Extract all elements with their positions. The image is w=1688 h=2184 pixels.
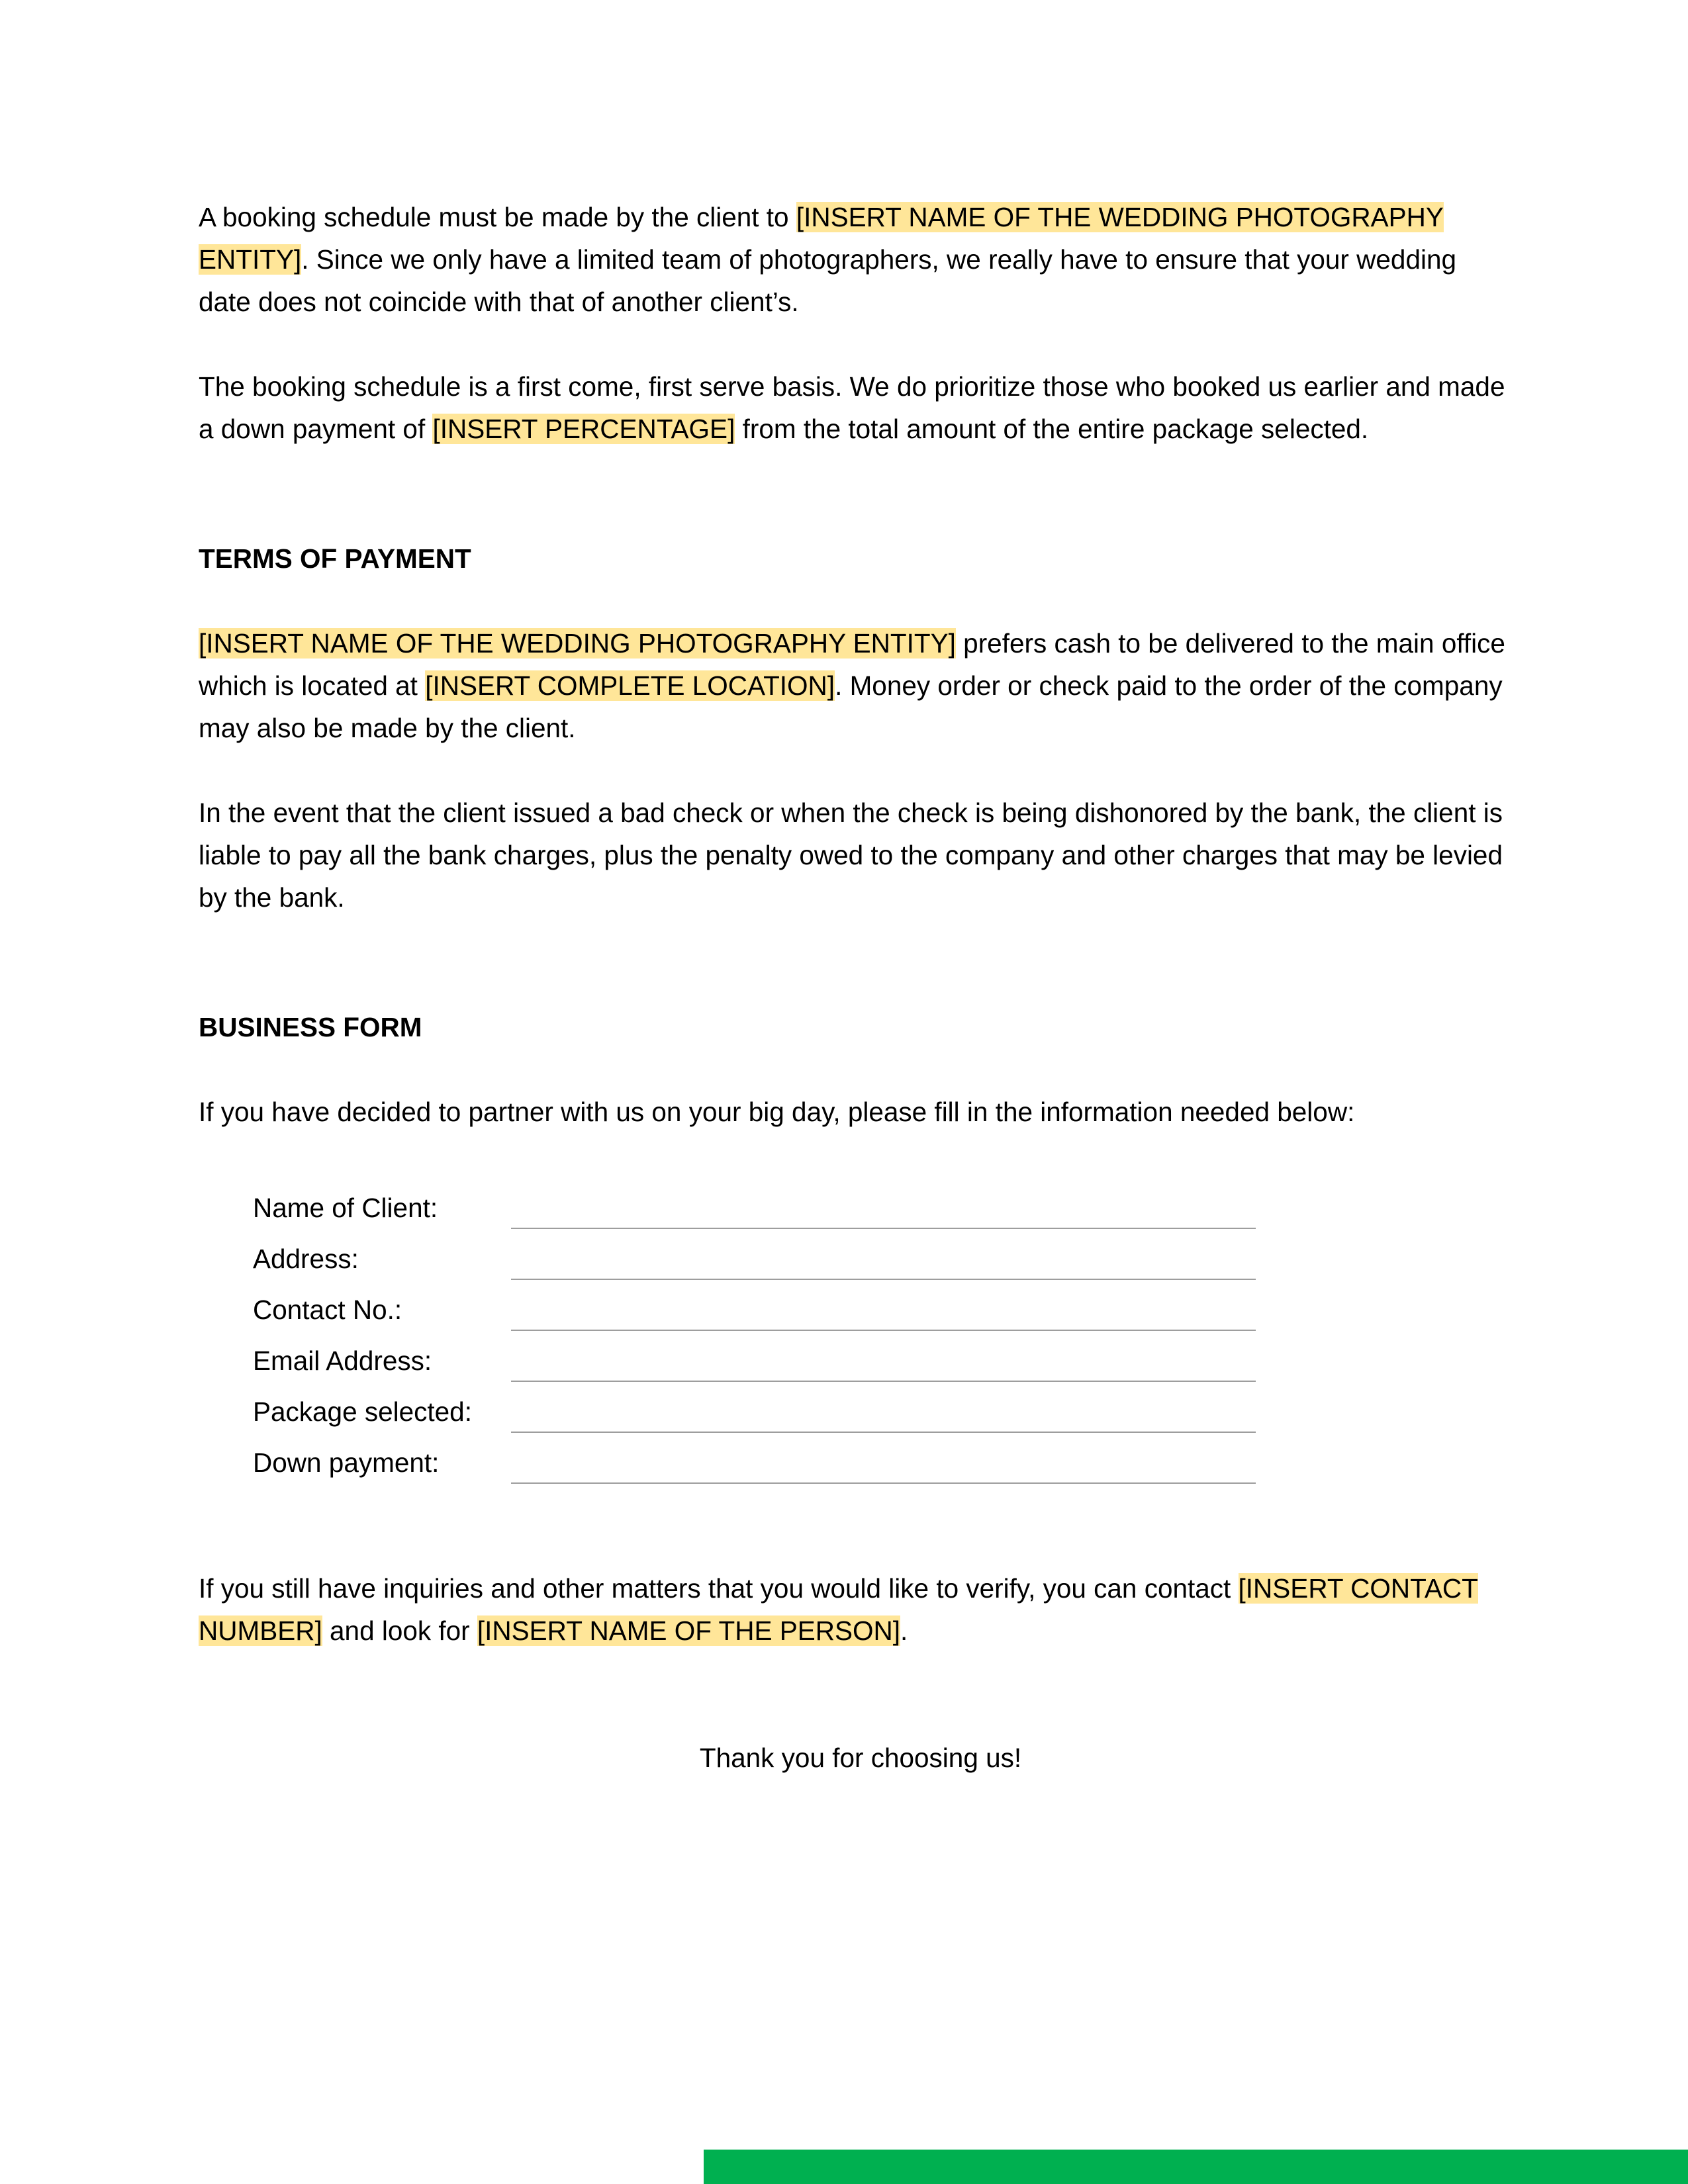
business-form-heading: BUSINESS FORM — [199, 1012, 422, 1042]
intro-text: A booking schedule must be made by the client to — [199, 202, 796, 232]
placeholder-entity-name: [INSERT NAME OF THE WEDDING PHOTOGRAPHY ENTITY] — [199, 202, 1444, 275]
form-field-line — [511, 1341, 1256, 1382]
form-field-line — [511, 1290, 1256, 1331]
form-field-line — [511, 1443, 1256, 1484]
form-row-name — [253, 1178, 1292, 1229]
form-row-email — [253, 1331, 1292, 1382]
intro-text: The booking schedule is a first come, first serve basis. We do prioritize those who booked us earlier and made a down payment of — [199, 371, 1505, 444]
closing-text: If you still have inquiries and other matters that you would like to verify, you can contact — [199, 1573, 1239, 1604]
form-field-line — [511, 1188, 1256, 1229]
placeholder-location: [INSERT COMPLETE LOCATION] — [425, 670, 835, 701]
form-row-down-payment — [253, 1433, 1292, 1484]
form-row-package — [253, 1382, 1292, 1433]
form-row-contact — [253, 1280, 1292, 1331]
form-label: Address: — [253, 1244, 359, 1274]
placeholder-person-name: [INSERT NAME OF THE PERSON] — [477, 1615, 901, 1646]
footer-accent-bar — [704, 2150, 1688, 2184]
terms-text: prefers cash to be delivered to the main office which is located at — [199, 628, 1505, 701]
form-label: Email Address: — [253, 1345, 432, 1376]
terms-paragraph-bad-check: In the event that the client issued a bad check or when the check is being dishonored by the bank, the client is liable to pay all the bank charges, plus the penalty owed to the company and other charges that may be levied by the bank. — [199, 797, 1503, 913]
intro-paragraph-booking — [199, 196, 1509, 323]
form-label: Name of Client: — [253, 1193, 438, 1223]
form-label: Package selected: — [253, 1396, 472, 1427]
placeholder-entity-name: [INSERT NAME OF THE WEDDING PHOTOGRAPHY ENTITY] — [199, 628, 956, 659]
business-form-fields — [253, 1178, 1292, 1484]
intro-text: from the total amount of the entire package selected. — [735, 414, 1369, 444]
business-form-intro: If you have decided to partner with us on your big day, please fill in the information needed below: — [199, 1097, 1355, 1127]
terms-text: . Money order or check paid to the order of the company may also be made by the client. — [199, 670, 1503, 743]
placeholder-percentage: [INSERT PERCENTAGE] — [432, 414, 735, 444]
form-label: Contact No.: — [253, 1295, 402, 1325]
form-field-line — [511, 1392, 1256, 1433]
terms-of-payment-heading: TERMS OF PAYMENT — [199, 543, 471, 574]
closing-text: . — [900, 1615, 908, 1646]
document-body — [199, 196, 1509, 1779]
terms-paragraph-cash — [199, 622, 1509, 749]
intro-text: . Since we only have a limited team of photographers, we really have to ensure that your wedding date does not coincide with that of another client’s. — [199, 244, 1457, 317]
form-label: Down payment: — [253, 1447, 440, 1478]
placeholder-contact-number: [INSERT CONTACT NUMBER] — [199, 1573, 1478, 1646]
form-row-address — [253, 1229, 1292, 1280]
thank-you-message: Thank you for choosing us! — [699, 1743, 1022, 1773]
closing-paragraph — [199, 1567, 1509, 1652]
intro-paragraph-schedule — [199, 365, 1509, 450]
closing-text: and look for — [322, 1615, 477, 1646]
form-field-line — [511, 1239, 1256, 1280]
